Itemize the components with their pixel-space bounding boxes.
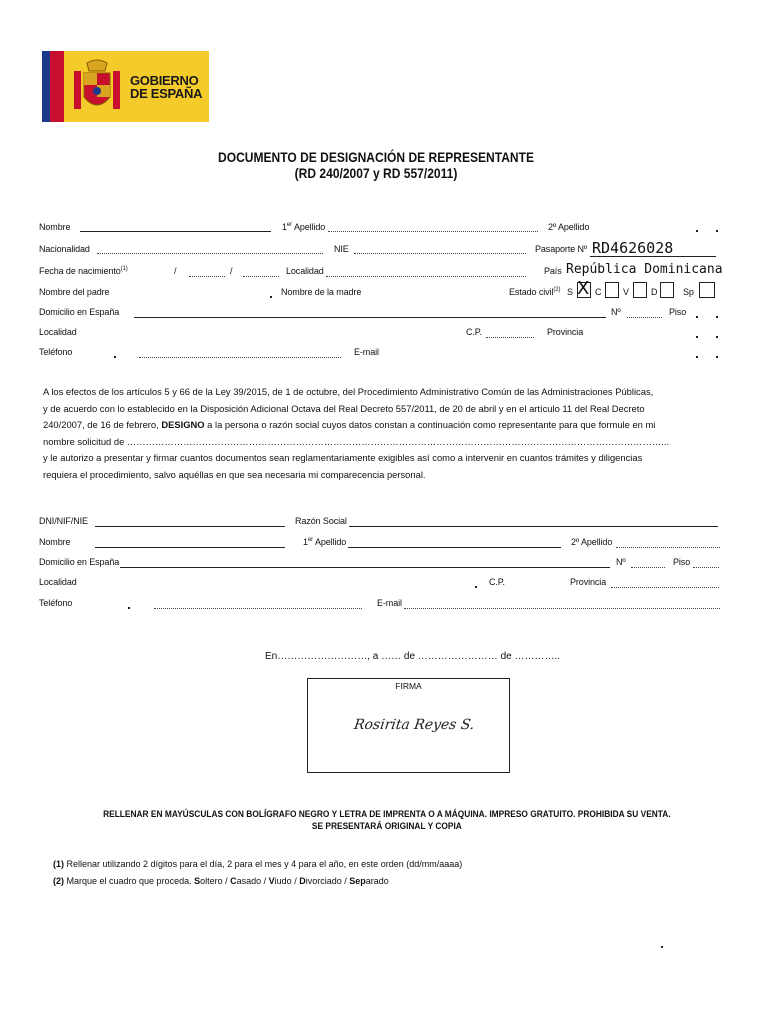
fecha-mes-field[interactable] [189,276,225,277]
footer-line-2: SE PRESENTARÁ ORIGINAL Y COPIA [311,821,462,832]
rep-nombre-field[interactable] [95,547,285,548]
estado-option-d: D [651,287,658,297]
title-line-2: (RD 240/2007 y RD 557/2011) [294,165,458,181]
rep-telefono-label: Teléfono [39,598,73,608]
rep-email-field[interactable] [404,608,720,609]
pais-value[interactable]: República Dominicana [566,262,723,277]
note-1: (1) Rellenar utilizando 2 dígitos para el día, 2 para el mes y 4 para el año, en este orden (dd/mm/aaaa) [53,859,463,869]
fecha-anio-field[interactable] [243,276,279,277]
coat-of-arms-icon [70,57,124,117]
designation-paragraph [43,384,725,483]
rep-numero-label: Nº [616,557,626,567]
rep-apellido2-field[interactable] [616,547,720,548]
cp-label: C.P. [466,327,482,337]
date-separator: / [230,266,233,276]
checkbox-viudo[interactable] [633,282,647,298]
rep-nombre-label: Nombre [39,537,71,547]
footer-instructions [49,809,725,833]
nombre-madre-label: Nombre de la madre [281,287,362,297]
logo-text [130,74,202,100]
rep-piso-field[interactable] [693,567,719,568]
piso-label: Piso [669,307,687,317]
paragraph-line: 240/2007, de 16 de febrero, DESIGNO a la persona o razón social cuyos datos constan a continuación como representante para que formule en mi [43,419,656,430]
numero-field[interactable] [627,317,662,318]
domicilio-label: Domicilio en España [39,307,120,317]
rep-apellido2-label: 2º Apellido [571,537,613,547]
cp-field[interactable] [486,337,534,338]
nombre-label: Nombre [39,222,71,232]
estado-option-v: V [623,287,629,297]
rep-telefono-field[interactable] [154,608,362,609]
checkbox-casado[interactable] [605,282,619,298]
rep-provincia-field[interactable] [611,587,719,588]
estado-option-sp: Sp [683,287,694,297]
pasaporte-label: Pasaporte Nº [535,244,588,254]
page-mark [661,946,663,948]
rep-apellido1-label: 1er Apellido [303,537,347,547]
apellido2-label: 2º Apellido [548,222,590,232]
domicilio-field[interactable] [134,317,606,318]
localidad-field[interactable] [326,276,526,277]
estado-option-s: S [567,287,573,297]
place-date-line[interactable]: En………………………, a …… de …………………… de ………….. [265,651,561,662]
rep-dni-label: DNI/NIF/NIE [39,516,88,526]
fecha-nacimiento-label: Fecha de nacimiento$^{(1)}$ [39,266,128,276]
rep-dni-field[interactable] [95,526,285,527]
rep-domicilio-field[interactable] [120,567,610,568]
pasaporte-field [590,256,716,257]
nombre-padre-label: Nombre del padre [39,287,110,297]
document-title [53,149,700,181]
numero-label: Nº [611,307,621,317]
eu-stripe [42,51,50,122]
solicitud-field[interactable]: nombre solicitud de ………………………………………………………………………………………………………………………………………………………... [43,435,670,447]
checkbox-separado[interactable] [699,282,715,298]
footer-line-1: RELLENAR EN MAYÚSCULAS CON BOLÍGRAFO NEGRO Y LETRA DE IMPRENTA O A MÁQUINA. IMPRESO GRATUITO. PROHIBIDA SU VENTA. [103,809,671,820]
paragraph-line: y le autorizo a presentar y firmar cuantos documentos sean reglamentariamente exigibles así como a intervenir en cuantos trámites y diligencias [43,452,643,463]
nie-field[interactable] [354,253,526,254]
rep-domicilio-label: Domicilio en España [39,557,120,567]
date-separator: / [174,266,177,276]
signature-box[interactable] [307,678,510,773]
telefono-field[interactable] [139,357,341,358]
nie-label: NIE [334,244,349,254]
checkbox-mark: X [577,278,590,299]
rep-provincia-label: Provincia [570,577,607,587]
estado-option-c: C [595,287,602,297]
localidad-label: Localidad [286,266,324,276]
nombre-field[interactable] [80,231,271,232]
note-2: (2) Marque el cuadro que proceda. Soltero / Casado / Viudo / Divorciado / Separado [53,876,389,886]
rep-piso-label: Piso [673,557,691,567]
localidad2-label: Localidad [39,327,77,337]
provincia-label: Provincia [547,327,584,337]
logo-line-1: GOBIERNO [130,73,199,88]
rep-cp-label: C.P. [489,577,505,587]
firma-label: FIRMA [395,681,422,691]
rep-razon-social-field[interactable] [349,526,718,527]
pais-label: País [544,266,562,276]
nacionalidad-field[interactable] [97,253,323,254]
logo-line-2: DE ESPAÑA [130,86,203,101]
rep-razon-social-label: Razón Social [295,516,347,526]
rep-localidad-label: Localidad [39,577,77,587]
checkbox-divorciado[interactable] [660,282,674,298]
nacionalidad-label: Nacionalidad [39,244,90,254]
paragraph-line: y de acuerdo con lo establecido en la Disposición Adicional Octava del Real Decreto 557/2011, de 20 de abril y en el artículo 11 del Real Decreto [43,402,645,414]
estado-civil-label: Estado civil$^{(2)}$ [509,287,561,297]
telefono-label: Teléfono [39,347,73,357]
pasaporte-value[interactable]: RD4626028 [592,239,674,257]
apellido1-label: 1er Apellido [282,222,326,232]
title-line-1: DOCUMENTO DE DESIGNACIÓN DE REPRESENTANTE [218,149,534,165]
government-logo [42,51,209,122]
email-label: E-mail [354,347,379,357]
apellido1-field[interactable] [328,231,538,232]
rep-email-label: E-mail [377,598,402,608]
signature: Rosirita Reyes S. [352,717,476,733]
rep-numero-field[interactable] [631,567,665,568]
rep-apellido1-field[interactable] [348,547,561,548]
paragraph-line: requiera el procedimiento, salvo aquéllas en que sea necesaria mi comparecencia personal. [43,468,426,480]
paragraph-line: A los efectos de los artículos 5 y 66 de la Ley 39/2015, de 1 de octubre, del Procedimiento Administrativo Común de las Administraciones Públicas, [43,386,654,397]
